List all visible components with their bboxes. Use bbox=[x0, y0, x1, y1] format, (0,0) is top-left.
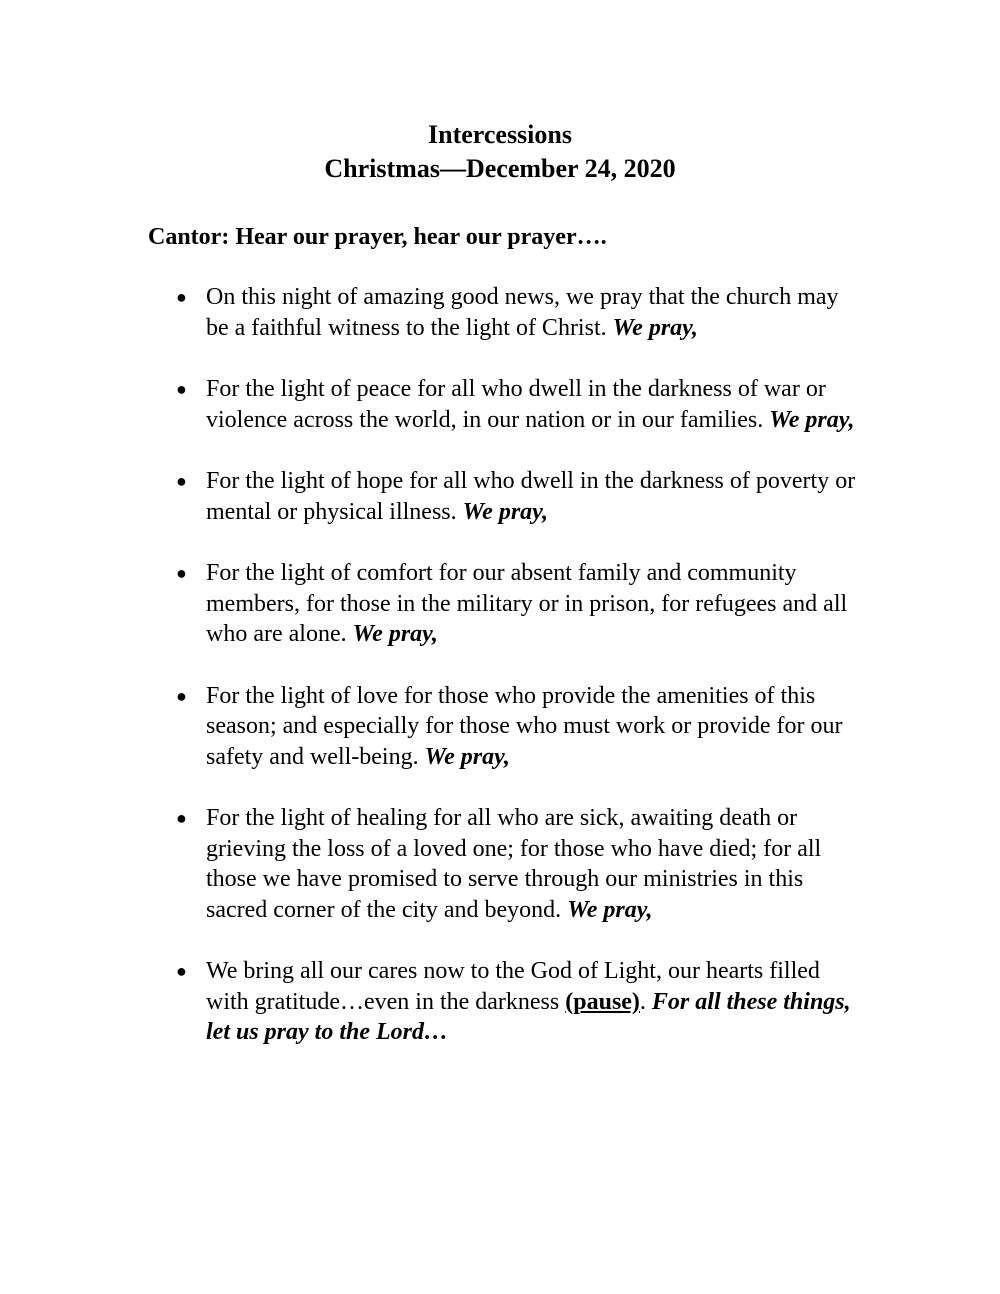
prayer-response: We pray, bbox=[462, 498, 548, 525]
bullet-icon: ● bbox=[176, 961, 187, 981]
bullet-icon: ● bbox=[176, 471, 187, 491]
document-title: Intercessions bbox=[428, 120, 572, 149]
prayer-response: We pray, bbox=[612, 314, 698, 341]
prayer-text: For the light of comfort for our absent family and community members, for those in the military or in prison, for refugees and all who are alone. bbox=[206, 560, 848, 647]
prayer-text: On this night of amazing good news, we pray that the church may be a faithful witness to the light of Christ. bbox=[206, 284, 839, 341]
prayer-response: We pray, bbox=[352, 621, 438, 647]
pause-instruction: (pause) bbox=[565, 988, 640, 1015]
bullet-icon: ● bbox=[176, 379, 187, 399]
list-item bbox=[176, 558, 866, 650]
bullet-icon: ● bbox=[176, 808, 187, 828]
prayer-response: We pray, bbox=[769, 406, 855, 433]
bullet-icon: ● bbox=[176, 287, 187, 307]
list-item bbox=[176, 681, 866, 773]
closing-response: For all these things, let us pray to the Lord… bbox=[206, 988, 851, 1045]
list-item bbox=[176, 466, 866, 527]
list-item bbox=[176, 282, 866, 343]
bullet-icon: ● bbox=[176, 563, 187, 583]
cantor-response-line: Cantor: Hear our prayer, hear our prayer…. bbox=[148, 224, 607, 250]
prayer-text: For the light of hope for all who dwell in the darkness of poverty or mental or physical illness. bbox=[206, 468, 856, 525]
title-block bbox=[0, 118, 1000, 186]
prayer-text: We bring all our cares now to the God of Light, our hearts filled with gratitude…even in the darkness bbox=[206, 958, 820, 1015]
list-item bbox=[176, 956, 866, 1048]
intercessions-list bbox=[0, 282, 1000, 1079]
prayer-text: For the light of peace for all who dwell in the darkness of war or violence across the world, in our nation or in our families. bbox=[206, 376, 826, 433]
bullet-icon: ● bbox=[176, 685, 187, 706]
prayer-text: For the light of healing for all who are sick, awaiting death or grieving the loss of a loved one; for those who have died; for all those we have promised to serve through our ministries in this sacred corner of the city and beyond. bbox=[206, 805, 822, 923]
document-subtitle-date: Christmas—December 24, 2020 bbox=[324, 154, 676, 183]
prayer-text-after-pause: . bbox=[639, 988, 652, 1015]
prayer-response: We pray, bbox=[424, 743, 510, 770]
list-item bbox=[176, 374, 866, 435]
prayer-response: We pray, bbox=[567, 896, 653, 923]
list-item bbox=[176, 803, 866, 925]
prayer-text: For the light of love for those who provide the amenities of this season; and especially for those who must work or provide for our safety and well-being. bbox=[206, 682, 843, 770]
